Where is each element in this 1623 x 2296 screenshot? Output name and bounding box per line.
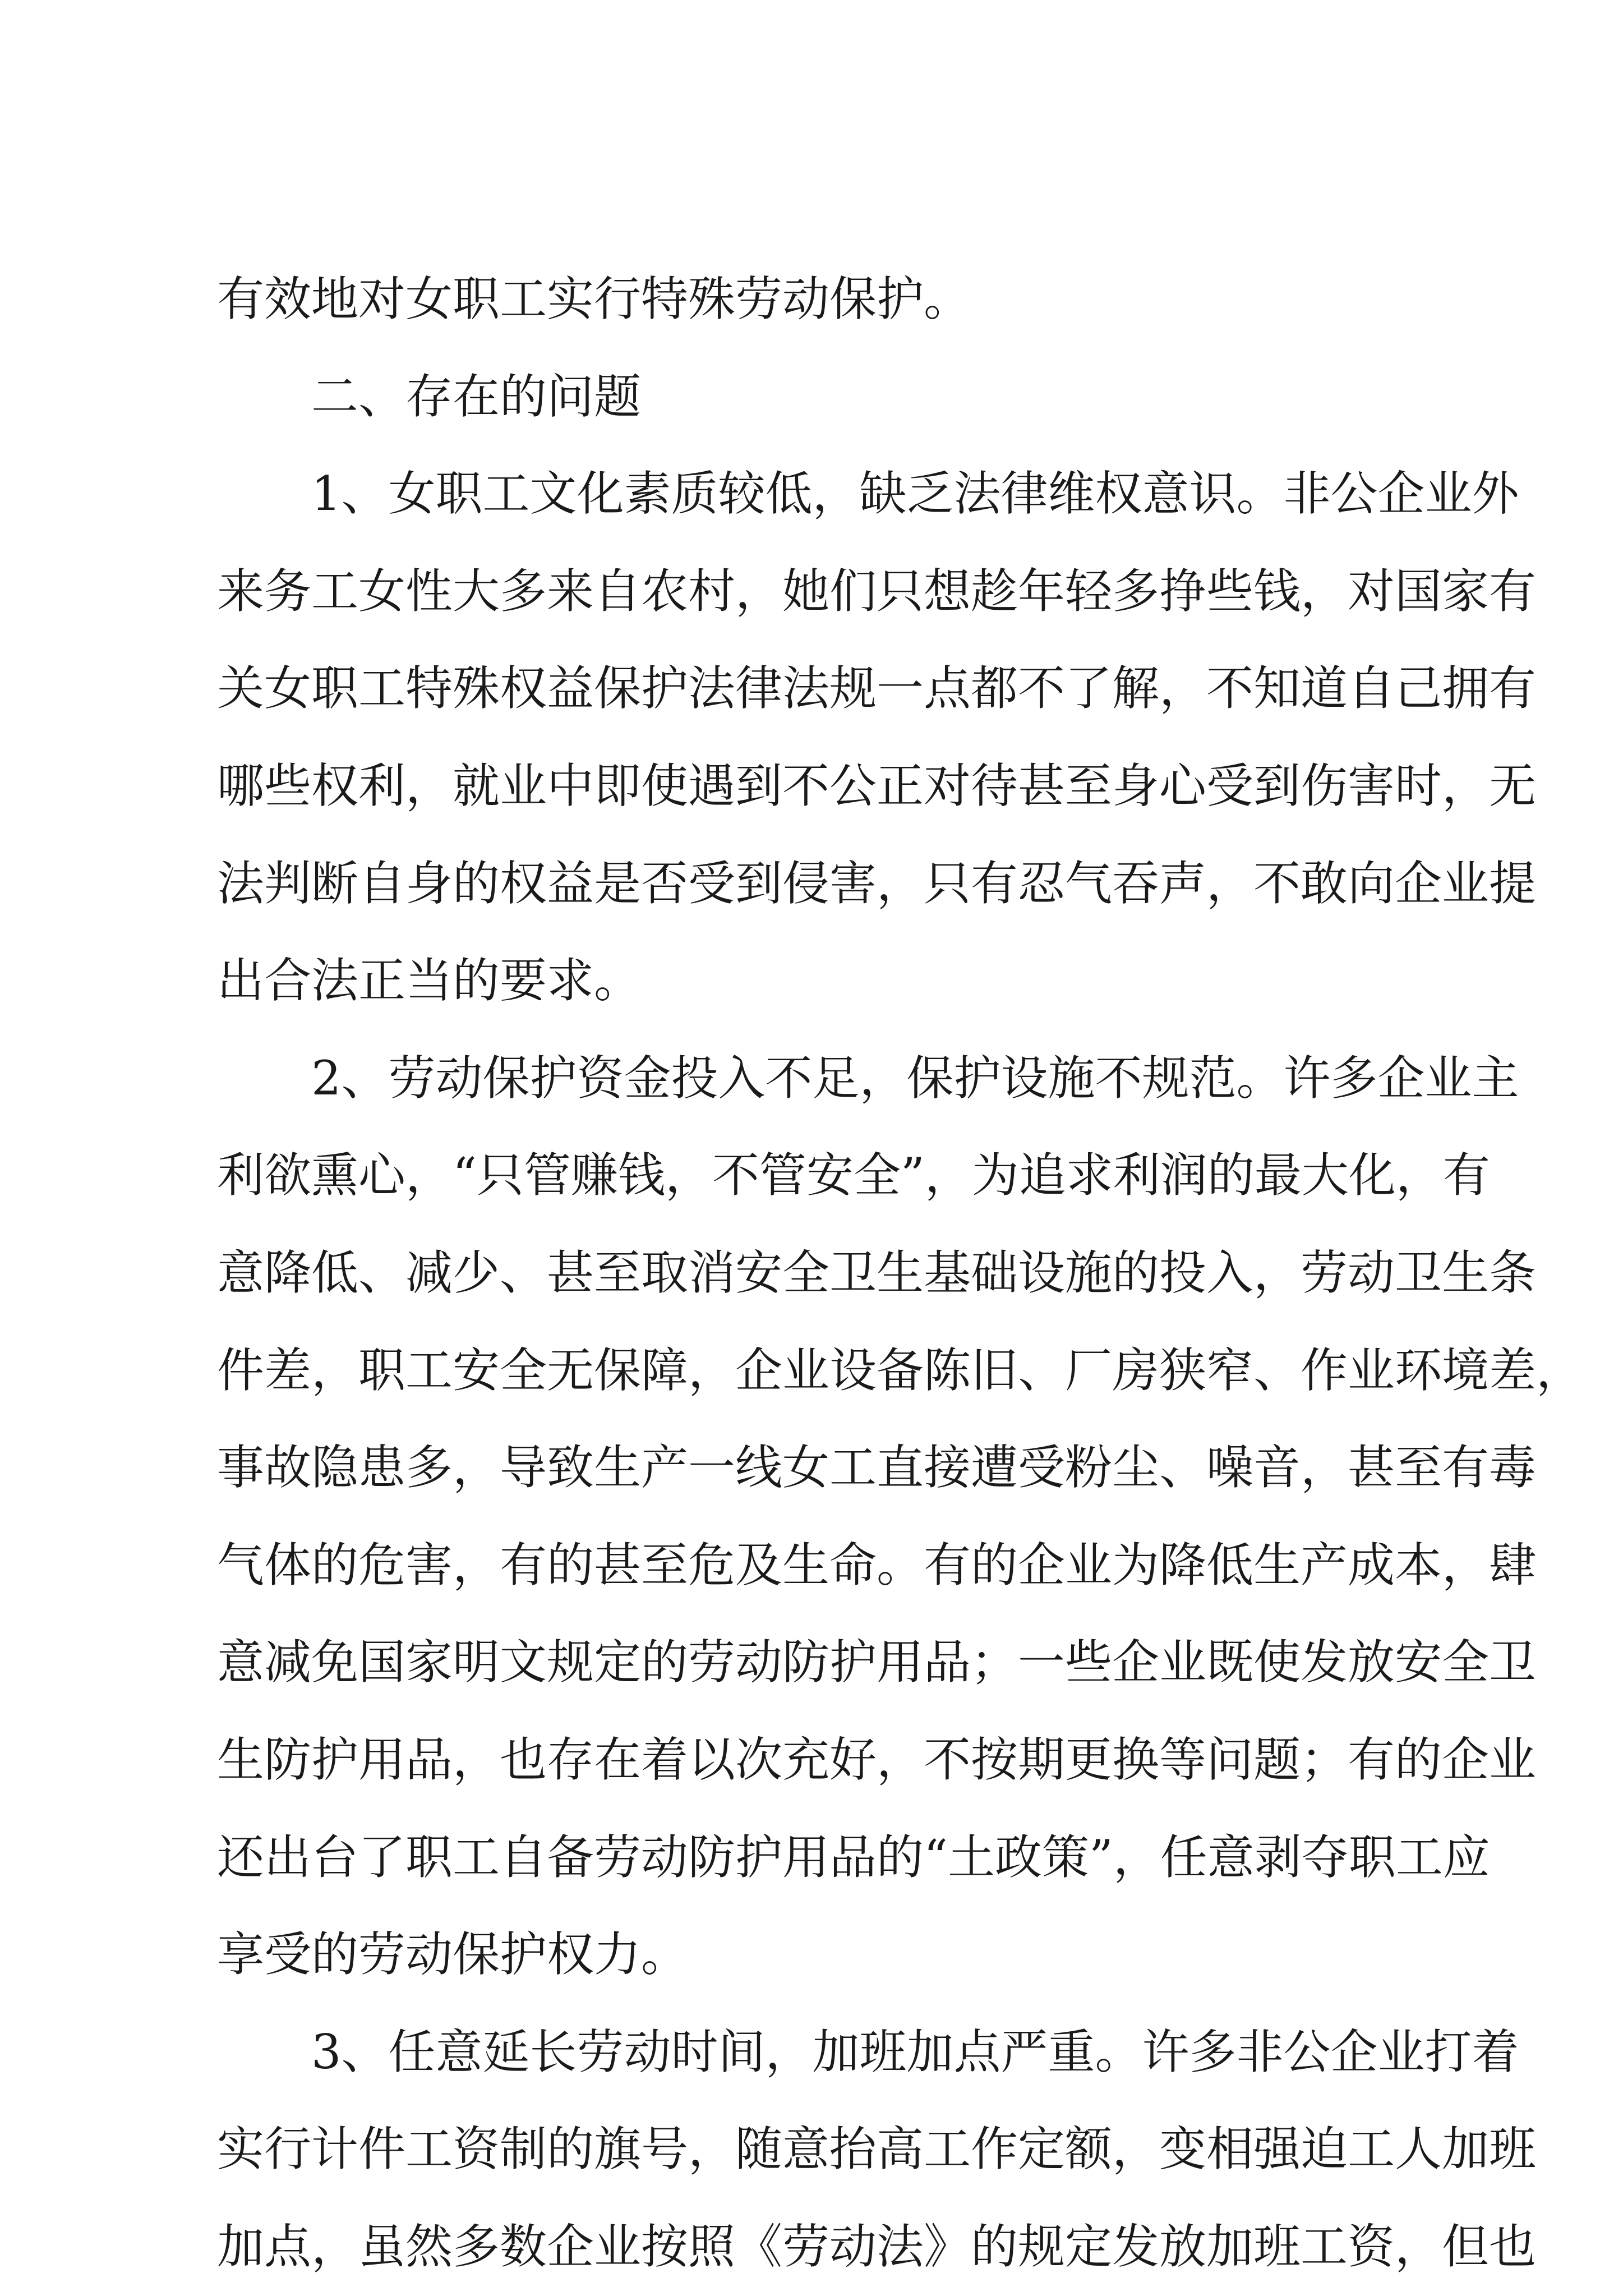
body-line: 享受的劳动保护权力。 (217, 1927, 689, 1982)
section-heading: 二、存在的问题 (311, 369, 642, 424)
body-line: 2、劳动保护资金投入不足，保护设施不规范。许多企业主 (311, 1051, 1519, 1106)
body-line: 关女职工特殊权益保护法律法规一点都不了解，不知道自己拥有 (217, 661, 1537, 716)
body-line: 出合法正当的要求。 (217, 953, 642, 1008)
body-line: 气体的危害，有的甚至危及生命。有的企业为降低生产成本，肆 (217, 1538, 1537, 1593)
body-line: 有效地对女职工实行特殊劳动保护。 (217, 272, 971, 326)
body-line: 还出台了职工自备劳动防护用品的“土政策”，任意剥夺职工应 (217, 1830, 1490, 1885)
body-line: 事故隐患多，导致生产一线女工直接遭受粉尘、噪音，甚至有毒 (217, 1440, 1537, 1495)
body-line: 加点，虽然多数企业按照《劳动法》的规定发放加班工资，但也 (217, 2219, 1537, 2274)
body-line: 利欲熏心，“只管赚钱，不管安全”，为追求利润的最大化，有 (217, 1148, 1490, 1203)
body-line: 生防护用品，也存在着以次充好，不按期更换等问题；有的企业 (217, 1732, 1537, 1787)
body-line: 法判断自身的权益是否受到侵害，只有忍气吞声，不敢向企业提 (217, 856, 1537, 911)
body-line: 件差，职工安全无保障，企业设备陈旧、厂房狭窄、作业环境差， (217, 1343, 1584, 1398)
body-line: 意降低、减少、甚至取消安全卫生基础设施的投入，劳动卫生条 (217, 1245, 1537, 1300)
body-line: 意减免国家明文规定的劳动防护用品；一些企业既使发放安全卫 (217, 1635, 1537, 1690)
body-line: 3、任意延长劳动时间，加班加点严重。许多非公企业打着 (311, 2024, 1519, 2079)
body-line: 1、女职工文化素质较低，缺乏法律维权意识。非公企业外 (311, 466, 1519, 521)
body-line: 实行计件工资制的旗号，随意抬高工作定额，变相强迫工人加班 (217, 2122, 1537, 2177)
body-line: 来务工女性大多来自农村，她们只想趁年轻多挣些钱，对国家有 (217, 564, 1537, 619)
body-line: 哪些权利，就业中即使遇到不公正对待甚至身心受到伤害时，无 (217, 758, 1537, 813)
